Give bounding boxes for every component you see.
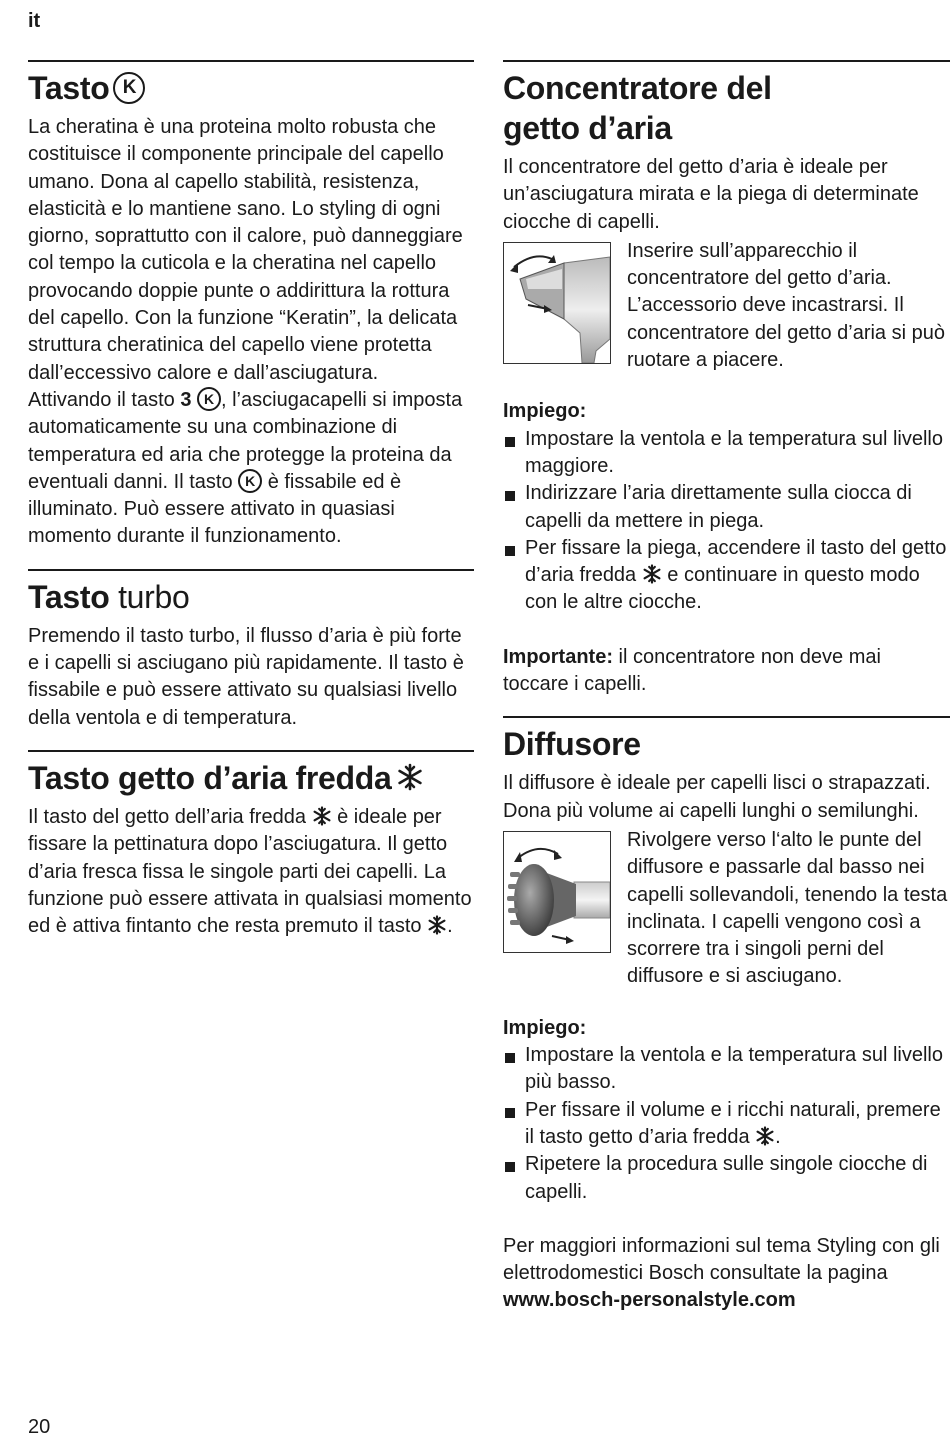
keratin-p2-a: Attivando il tasto bbox=[28, 388, 181, 411]
diffuser-figure-block bbox=[503, 827, 950, 991]
diffuser-usage-list bbox=[503, 1042, 950, 1206]
right-column bbox=[503, 60, 950, 1315]
language-code: it bbox=[28, 10, 41, 32]
turbo-word: turbo bbox=[189, 624, 235, 647]
keratin-button-number: 3 bbox=[180, 388, 192, 411]
cold-air-p-a: Il tasto del getto dell’aria fredda bbox=[28, 805, 312, 828]
cold-air-p-b: è ideale per fissare la pettinatura dopo l’asciugatura. Il getto d’aria fresca fissa le singole parti dei capelli. La funzione può essere attivata in qualsiasi momento ed è attiva fintanto che resta premuto il tasto bbox=[28, 805, 472, 938]
concentrator-figure-block bbox=[503, 238, 950, 374]
diffuser-heading: Diffusore bbox=[503, 726, 641, 763]
turbo-paragraph bbox=[28, 623, 474, 732]
more-info-paragraph bbox=[503, 1233, 950, 1315]
turbo-p-b: , il flusso d’aria è più forte e i capelli si asciugano più rapidamente. Il tasto è fissabile e può essere attivato su qualsiasi livello della ventola e di temperatura. bbox=[28, 624, 464, 729]
turbo-title-light: turbo bbox=[118, 578, 190, 615]
keratin-paragraph-2 bbox=[28, 387, 474, 551]
concentrator-nozzle-image bbox=[504, 243, 610, 363]
cold-air-title: Tasto getto d’aria fredda bbox=[28, 759, 392, 796]
more-info-text: Per maggiori informazioni sul tema Styling con gli elettrodomestici Bosch consultate la pagina bbox=[503, 1234, 940, 1285]
turbo-heading bbox=[28, 571, 474, 617]
cold-air-p-c: . bbox=[447, 915, 453, 938]
diffuser-bullet2-b: . bbox=[775, 1125, 781, 1148]
section-turbo bbox=[28, 569, 474, 732]
concentrator-intro: Il concentratore del getto d’aria è ideale per un’asciugatura mirata e la piega di determinate ciocche di capelli. bbox=[503, 156, 919, 233]
diffuser-figure-text: Rivolgere verso l‘alto le punte del diffusore e passarle dal basso nei capelli sollevandoli, tenendo la testa inclinata. I capelli vengono così a scorrere tra i singoli perni del diffusore e si asciugano. bbox=[627, 828, 948, 988]
keratin-key-icon: K bbox=[238, 469, 262, 493]
concentrator-usage-label: Impiego: bbox=[503, 400, 587, 423]
keratin-p2-c: è fissabile ed è illuminato. Può essere attivato in quasiasi momento durante il funzionamento. bbox=[28, 470, 402, 548]
list-item: Indirizzare l’aria direttamente sulla ciocca di capelli da mettere in piega. bbox=[503, 480, 950, 535]
cold-air-heading bbox=[28, 752, 474, 798]
snowflake-icon bbox=[312, 806, 332, 826]
snowflake-icon bbox=[755, 1126, 775, 1146]
concentrator-figure-text: Inserire sull’apparecchio il concentratore del getto d’aria. L’accessorio deve incastrarsi. Il concentratore del getto d’aria si può ruotare a piacere. bbox=[627, 239, 945, 372]
list-item bbox=[503, 535, 950, 617]
diffuser-illustration bbox=[503, 831, 611, 953]
turbo-title-bold: Tasto bbox=[28, 578, 110, 615]
concentrator-illustration bbox=[503, 242, 611, 364]
keratin-heading bbox=[28, 62, 474, 108]
cold-air-paragraph bbox=[28, 804, 474, 940]
snowflake-icon bbox=[427, 915, 447, 935]
list-item: Impostare la ventola e la temperatura sul livello maggiore. bbox=[503, 426, 950, 481]
diffuser-intro: Il diffusore è ideale per capelli lisci o strapazzati. Dona più volume ai capelli lunghi o semilunghi. bbox=[503, 772, 931, 822]
turbo-p-a: Premendo il tasto bbox=[28, 624, 190, 647]
diffuser-bullet2-a: Per fissare il volume e i ricchi naturali, premere il tasto getto d’aria fredda bbox=[525, 1098, 941, 1148]
keratin-key-icon: K bbox=[113, 72, 145, 104]
left-column bbox=[28, 60, 474, 940]
keratin-key-icon: K bbox=[197, 387, 221, 411]
section-keratin bbox=[28, 60, 474, 551]
keratin-paragraph-1: La cheratina è una proteina molto robusta che costituisce il componente principale del capello umano. Dona al capello stabilità, resistenza, elasticità e lo mantiene sano. Lo styling di ogni giorno, soprattutto con il calore, può danneggiare col tempo la cuticola e la cheratina nel capello provocando doppie punte o addirittura la rottura del capello. Con la funzione “Keratin”, la delicata struttura cheratinica del capello viene protetta dall’eccessivo calore e dall’asciugatura. bbox=[28, 116, 463, 384]
list-item: Ripetere la procedura sulle singole ciocche di capelli. bbox=[503, 1151, 950, 1206]
keratin-p2-b: , l’asciugacapelli si imposta automaticamente su una combinazione di temperatura ed aria che protegge la proteina da eventuali danni. Il tasto bbox=[28, 388, 463, 493]
section-cold-air bbox=[28, 750, 474, 940]
snowflake-icon bbox=[396, 763, 424, 791]
bullet3-b: e continuare in questo modo con le altre ciocche. bbox=[525, 564, 920, 614]
concentrator-heading: Concentratore del getto d’aria bbox=[503, 70, 772, 146]
concentrator-usage-list bbox=[503, 426, 950, 617]
section-diffuser bbox=[503, 716, 950, 1314]
concentrator-important-note bbox=[503, 644, 950, 699]
important-text: il concentratore non deve mai toccare i capelli. bbox=[503, 645, 881, 696]
page-number: 20 bbox=[28, 1416, 51, 1438]
list-item: Impostare la ventola e la temperatura sul livello più basso. bbox=[503, 1042, 950, 1097]
snowflake-icon bbox=[642, 564, 662, 584]
list-item bbox=[503, 1097, 950, 1152]
important-label: Importante: bbox=[503, 645, 613, 668]
bullet3-a: Per fissare la piega, accendere il tasto del getto d’aria fredda bbox=[525, 536, 947, 587]
keratin-title: Tasto bbox=[28, 70, 110, 106]
diffuser-usage-label: Impiego: bbox=[503, 1016, 587, 1039]
section-concentrator bbox=[503, 60, 950, 698]
diffuser-image bbox=[504, 832, 610, 952]
bosch-website-link[interactable]: www.bosch-personalstyle.com bbox=[503, 1289, 796, 1312]
